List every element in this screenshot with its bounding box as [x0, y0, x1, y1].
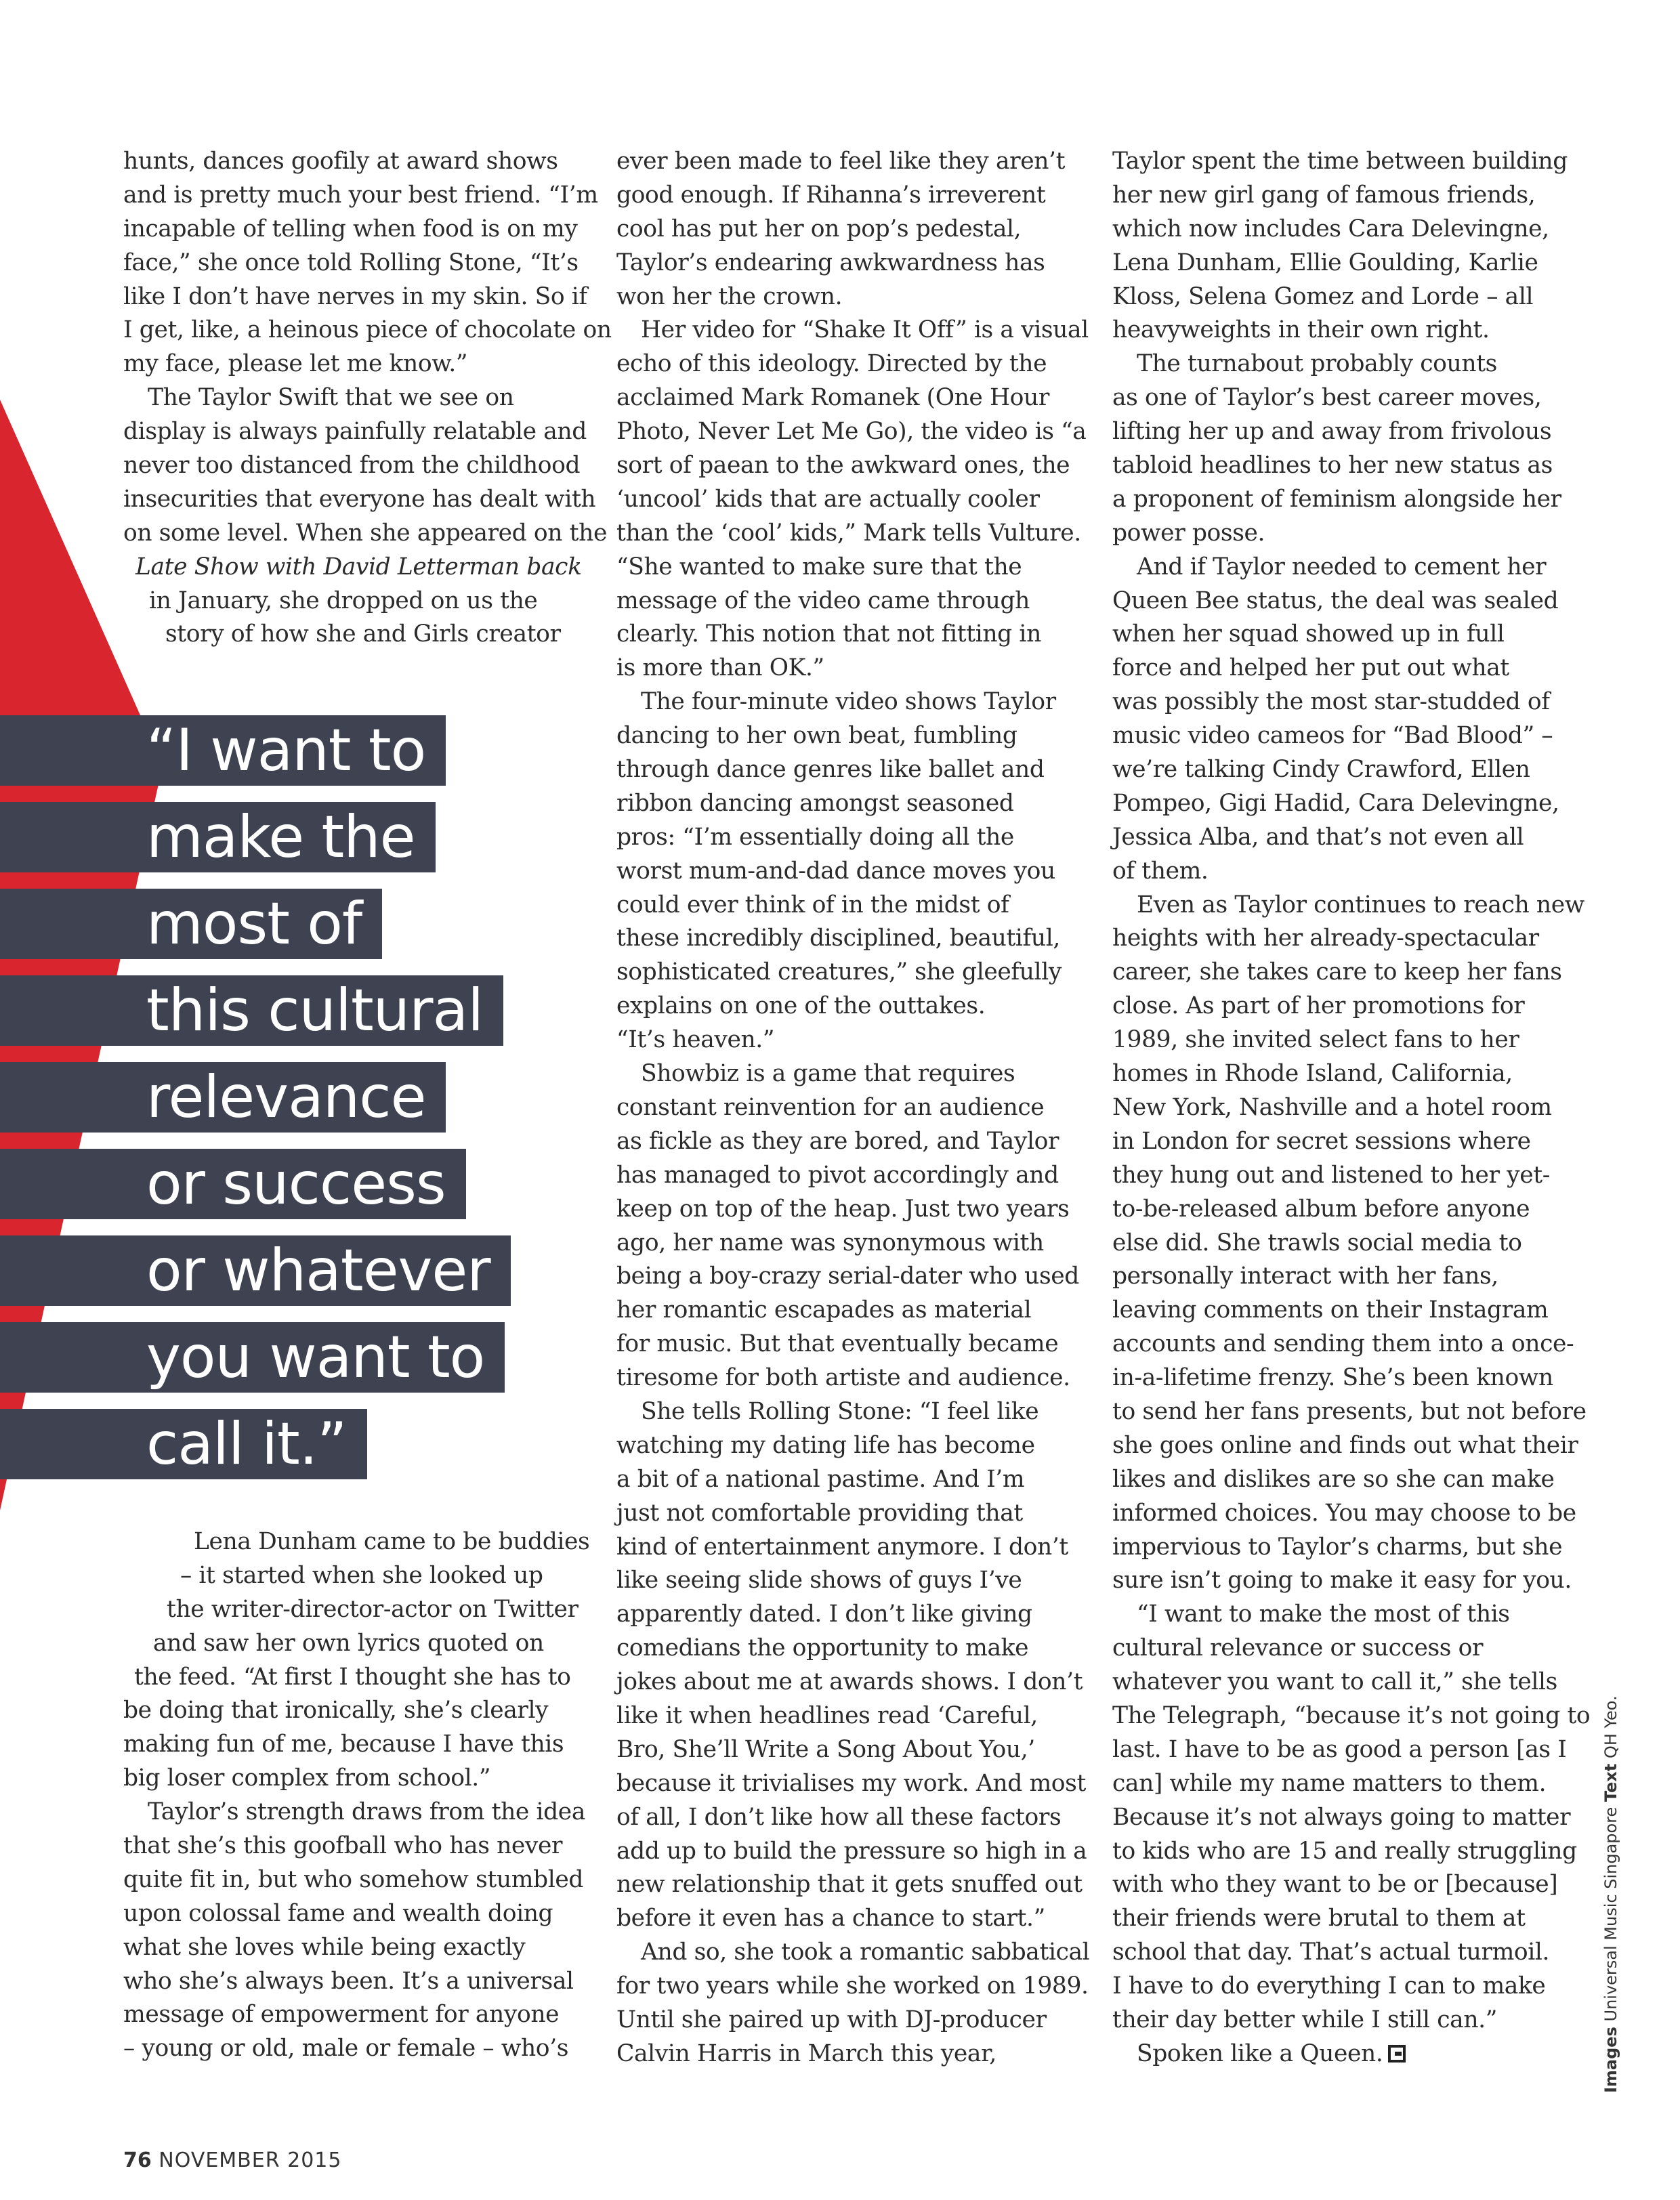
text-line: Taylor’s endearing awkwardness has	[616, 249, 1045, 276]
text-line: career, she takes care to keep her fans	[1112, 958, 1562, 986]
text-line: could ever think of in the midst of	[616, 891, 1009, 918]
text-line: tabloid headlines to her new status as	[1112, 452, 1553, 480]
text-line: Taylor’s strength draws from the idea	[148, 1798, 585, 1826]
text-line: echo of this ideology. Directed by the	[616, 350, 1047, 378]
text-line: And if Taylor needed to cement her	[1137, 553, 1547, 580]
text-line: her new girl gang of famous friends,	[1112, 181, 1536, 209]
text-line: informed choices. You may choose to be	[1112, 1499, 1576, 1527]
text-line: which now includes Cara Delevingne,	[1112, 215, 1549, 242]
text-line: sort of paean to the awkward ones, the	[616, 452, 1070, 480]
pull-quote-line: this cultural	[0, 975, 503, 1046]
text-line: be doing that ironically, she’s clearly	[123, 1697, 549, 1725]
credit-images-value: Universal Music Singapore	[1601, 1806, 1620, 2022]
text-line: homes in Rhode Island, California,	[1112, 1060, 1513, 1088]
text-line: and saw her own lyrics quoted on	[153, 1629, 544, 1657]
text-line: personally interact with her fans,	[1112, 1263, 1498, 1290]
text-line: we’re talking Cindy Crawford, Ellen	[1112, 756, 1530, 784]
text-line: the feed. “At first I thought she has to	[134, 1663, 571, 1691]
text-line: “She wanted to make sure that the	[616, 553, 1022, 580]
text-line: school that day. That’s actual turmoil.	[1112, 1939, 1550, 1966]
text-line: Late Show with David Letterman back	[135, 553, 582, 580]
credit-text-label: Text	[1601, 1763, 1620, 1802]
credit-images-label: Images	[1601, 2027, 1620, 2093]
text-line: worst mum-and-dad dance moves you	[616, 857, 1055, 885]
text-line: “I want to make the most of this	[1137, 1601, 1510, 1628]
text-line: cool has put her on pop’s pedestal,	[616, 215, 1022, 242]
text-line: good enough. If Rihanna’s irreverent	[616, 181, 1046, 209]
text-line: Photo, Never Let Me Go), the video is “a	[616, 418, 1087, 446]
text-line: explains on one of the outtakes.	[616, 992, 986, 1020]
text-line: pros: “I’m essentially doing all the	[616, 823, 1014, 851]
text-line: power posse.	[1112, 519, 1265, 547]
text-line: lifting her up and away from frivolous	[1112, 418, 1552, 446]
text-line: – it started when she looked up	[180, 1561, 543, 1589]
pull-quote	[0, 715, 511, 1496]
text-line: in-a-lifetime frenzy. She’s been known	[1112, 1364, 1553, 1392]
text-line: apparently dated. I don’t like giving	[616, 1601, 1032, 1628]
text-line: ‘uncool’ kids that are actually cooler	[616, 485, 1040, 513]
text-line: than the ‘cool’ kids,” Mark tells Vulture.	[616, 519, 1081, 547]
text-line: big loser complex from school.”	[123, 1764, 491, 1792]
pull-quote-line: most of	[0, 889, 382, 959]
text-line: has managed to pivot accordingly and	[616, 1161, 1059, 1189]
text-line: Taylor spent the time between building	[1112, 148, 1568, 175]
text-line: ever been made to feel like they aren’t	[616, 148, 1066, 175]
text-line: story of how she and Girls creator	[165, 620, 561, 648]
text-line: Jessica Alba, and that’s not even all	[1112, 823, 1524, 851]
text-line: of them.	[1112, 857, 1209, 885]
text-line: kind of entertainment anymore. I don’t	[616, 1533, 1068, 1561]
text-line: accounts and sending them into a once-	[1112, 1330, 1574, 1358]
text-line: comedians the opportunity to make	[616, 1634, 1029, 1662]
credit-text-value: QH Yeo.	[1601, 1695, 1620, 1758]
text-line: she goes online and finds out what their	[1112, 1431, 1578, 1459]
text-line: these incredibly disciplined, beautiful,	[616, 925, 1060, 952]
text-line: what she loves while being exactly	[123, 1933, 526, 1961]
issue-date: NOVEMBER 2015	[159, 2149, 342, 2172]
text-line: last. I have to be as good a person [as I	[1112, 1735, 1567, 1763]
text-line: Lena Dunham, Ellie Goulding, Karlie	[1112, 249, 1538, 276]
text-line: leaving comments on their Instagram	[1112, 1296, 1549, 1324]
pull-quote-line: “I want to	[0, 715, 446, 786]
text-line: watching my dating life has become	[616, 1431, 1035, 1459]
text-line: with who they want to be or [because]	[1112, 1871, 1558, 1899]
text-line: heavyweights in their own right.	[1112, 316, 1490, 344]
text-line: is more than OK.”	[616, 654, 824, 682]
text-line: of all, I don’t like how all these factors	[616, 1803, 1062, 1831]
text-line: keep on top of the heap. Just two years	[616, 1195, 1070, 1223]
text-line: add up to build the pressure so high in a	[616, 1837, 1087, 1865]
text-line: before it even has a chance to start.”	[616, 1905, 1045, 1932]
text-line: my face, please let me know.”	[123, 350, 468, 378]
text-line: because it trivialises my work. And most	[616, 1769, 1086, 1797]
text-line: just not comfortable providing that	[616, 1499, 1023, 1527]
text-line: Queen Bee status, the deal was sealed	[1112, 587, 1559, 614]
text-line: sophisticated creatures,” she gleefully	[616, 958, 1062, 986]
text-line: – young or old, male or female – who’s	[123, 2035, 569, 2062]
text-line: She tells Rolling Stone: “I feel like	[641, 1397, 1039, 1425]
text-line: when her squad showed up in full	[1112, 620, 1505, 648]
text-line: for two years while she worked on 1989.	[616, 1972, 1089, 2000]
pull-quote-line: relevance	[0, 1062, 446, 1133]
photo-text-credit	[1601, 1695, 1620, 2093]
text-line: whatever you want to call it,” she tells	[1112, 1668, 1557, 1696]
text-line: And so, she took a romantic sabbatical	[641, 1939, 1090, 1966]
text-line: a proponent of feminism alongside her	[1112, 485, 1561, 513]
text-line: constant reinvention for an audience	[616, 1093, 1045, 1121]
text-line: through dance genres like ballet and	[616, 756, 1045, 784]
text-line: Pompeo, Gigi Hadid, Cara Delevingne,	[1112, 789, 1559, 817]
pull-quote-line: make the	[0, 802, 436, 872]
text-line: on some level. When she appeared on the	[123, 519, 607, 547]
text-line: upon colossal fame and wealth doing	[123, 1899, 553, 1927]
text-line: in London for secret sessions where	[1112, 1127, 1531, 1155]
text-line: clearly. This notion that not fitting in	[616, 620, 1041, 648]
text-line: like I don’t have nerves in my skin. So if	[123, 282, 587, 310]
text-line: impervious to Taylor’s charms, but she	[1112, 1533, 1563, 1561]
text-line: their day better while I still can.”	[1112, 2006, 1497, 2033]
pull-quote-line: or success	[0, 1149, 466, 1219]
text-line: Showbiz is a game that requires	[641, 1060, 1015, 1088]
text-line: making fun of me, because I have this	[123, 1731, 564, 1758]
text-line: the writer-director-actor on Twitter	[167, 1595, 579, 1623]
text-line: The four-minute video shows Taylor	[641, 688, 1056, 716]
text-line: The Telegraph, “because it’s not going to	[1112, 1701, 1591, 1729]
text-line: 1989, she invited select fans to her	[1112, 1026, 1519, 1054]
text-line: never too distanced from the childhood	[123, 452, 581, 480]
text-line: tiresome for both artiste and audience.	[616, 1364, 1070, 1392]
text-line: her romantic escapades as material	[616, 1296, 1032, 1324]
text-line: The Taylor Swift that we see on	[148, 384, 514, 412]
text-line: close. As part of her promotions for	[1112, 992, 1525, 1020]
text-line: insecurities that everyone has dealt with	[123, 485, 596, 513]
text-line: a bit of a national pastime. And I’m	[616, 1465, 1025, 1493]
text-line: heights with her already-spectacular	[1112, 925, 1539, 952]
text-line: to kids who are 15 and really struggling	[1112, 1837, 1577, 1865]
page-number: 76	[123, 2149, 152, 2172]
text-line: being a boy-crazy serial-dater who used	[616, 1263, 1079, 1290]
text-line: hunts, dances goofily at award shows	[123, 148, 558, 175]
text-line: jokes about me at awards shows. I don’t	[616, 1668, 1083, 1696]
column-1-top	[123, 145, 612, 652]
column-2	[616, 145, 1090, 2071]
text-line: and is pretty much your best friend. “I’m	[123, 181, 598, 209]
text-line: to-be-released album before anyone	[1112, 1195, 1530, 1223]
text-line: ribbon dancing amongst seasoned	[616, 789, 1014, 817]
column-3	[1112, 145, 1591, 2071]
text-line: sure isn’t going to make it easy for you.	[1112, 1567, 1572, 1594]
pull-quote-line: or whatever	[0, 1235, 511, 1306]
text-line: like it when headlines read ‘Careful,	[616, 1701, 1038, 1729]
text-line: Kloss, Selena Gomez and Lorde – all	[1112, 282, 1534, 310]
page-footer	[123, 2149, 341, 2172]
text-line: face,” she once told Rolling Stone, “It’s	[123, 249, 579, 276]
text-line: they hung out and listened to her yet-	[1112, 1161, 1550, 1189]
text-line: as fickle as they are bored, and Taylor	[616, 1127, 1059, 1155]
text-line: I have to do everything I can to make	[1112, 1972, 1546, 2000]
text-line: force and helped her put out what	[1112, 654, 1509, 682]
text-line: for music. But that eventually became	[616, 1330, 1059, 1358]
text-line: Because it’s not always going to matter	[1112, 1803, 1571, 1831]
text-line: like seeing slide shows of guys I’ve	[616, 1567, 1022, 1594]
text-line: Her video for “Shake It Off” is a visual	[641, 316, 1089, 344]
text-line: Lena Dunham came to be buddies	[194, 1528, 590, 1555]
text-line: display is always painfully relatable and	[123, 418, 587, 446]
text-line: Until she paired up with DJ-producer	[616, 2006, 1047, 2033]
text-line: cultural relevance or success or	[1112, 1634, 1484, 1662]
text-line: in January, she dropped on us the	[149, 587, 538, 614]
text-line: dancing to her own beat, fumbling	[616, 722, 1017, 750]
text-line: new relationship that it gets snuffed out	[616, 1871, 1083, 1899]
text-line: can] while my name matters to them.	[1112, 1769, 1547, 1797]
text-line: as one of Taylor’s best career moves,	[1112, 384, 1542, 412]
text-line: to send her fans presents, but not before	[1112, 1397, 1587, 1425]
text-line: New York, Nashville and a hotel room	[1112, 1093, 1552, 1121]
text-line: acclaimed Mark Romanek (One Hour	[616, 384, 1049, 412]
text-line: Spoken like a Queen.	[1112, 2037, 1580, 2071]
text-line: Calvin Harris in March this year,	[616, 2039, 996, 2067]
pull-quote-line: you want to	[0, 1322, 505, 1393]
text-line: quite fit in, but who somehow stumbled	[123, 1865, 584, 1893]
text-line: ago, her name was synonymous with	[616, 1229, 1044, 1256]
text-line: “It’s heaven.”	[616, 1026, 775, 1054]
pull-quote-line: call it.”	[0, 1409, 367, 1479]
text-line: won her the crown.	[616, 282, 843, 310]
text-line: message of the video came through	[616, 587, 1030, 614]
text-line: else did. She trawls social media to	[1112, 1229, 1522, 1256]
text-line: was possibly the most star-studded of	[1112, 688, 1550, 716]
text-line: music video cameos for “Bad Blood” –	[1112, 722, 1553, 750]
text-line: likes and dislikes are so she can make	[1112, 1465, 1555, 1493]
text-line: message of empowerment for anyone	[123, 2001, 560, 2029]
text-line: their friends were brutal to them at	[1112, 1905, 1526, 1932]
text-line: that she’s this goofball who has never	[123, 1832, 563, 1860]
text-line: The turnabout probably counts	[1137, 350, 1497, 378]
column-1-bottom	[123, 1525, 590, 2066]
text-line: Even as Taylor continues to reach new	[1137, 891, 1584, 918]
text-line: Bro, She’ll Write a Song About You,’	[616, 1735, 1035, 1763]
text-line: I get, like, a heinous piece of chocolate on	[123, 316, 612, 344]
text-line: who she’s always been. It’s a universal	[123, 1967, 574, 1995]
text-line: incapable of telling when food is on my	[123, 215, 578, 242]
end-of-article-icon	[1388, 2045, 1406, 2062]
